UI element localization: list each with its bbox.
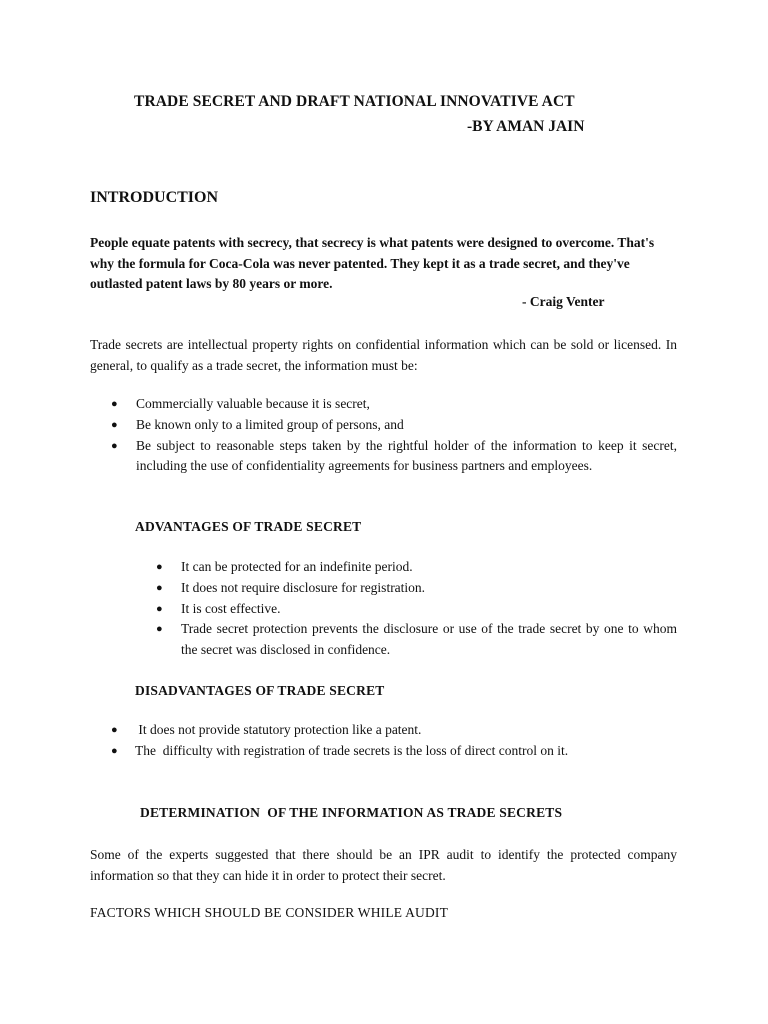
list-item: ● It can be protected for an indefinite period.: [135, 557, 677, 578]
bullet-icon: ●: [111, 439, 118, 452]
introduction-heading: INTRODUCTION: [90, 189, 219, 206]
disadvantages-heading: DISADVANTAGES OF TRADE SECRET: [135, 683, 385, 698]
bullet-icon: ●: [156, 602, 163, 615]
list-item: ● Be known only to a limited group of persons, and: [90, 415, 677, 436]
list-item: ● The difficulty with registration of trade secrets is the loss of direct control on it.: [90, 741, 677, 762]
quote-attribution: - Craig Venter: [522, 294, 605, 309]
bullet-icon: ●: [156, 561, 163, 573]
author-byline: -BY AMAN JAIN: [467, 118, 585, 135]
disadvantages-list: [90, 720, 677, 762]
advantages-heading: ADVANTAGES OF TRADE SECRET: [135, 519, 362, 534]
bullet-icon: ●: [111, 418, 118, 431]
bullet-icon: ●: [111, 744, 118, 757]
advantages-list: [135, 557, 677, 661]
list-item: ● It does not provide statutory protection like a patent.: [90, 720, 677, 741]
opening-quote: People equate patents with secrecy, that secrecy is what patents were designed to overcome. That's why the formula for Coca-Cola was never patented. They kept it as a trade secret, and they've outlasted patent laws by 80 years or more.: [90, 235, 655, 291]
bullet-icon: ●: [156, 623, 163, 636]
audit-paragraph: Some of the experts suggested that there should be an IPR audit to identify the protected company information so that they can hide it in order to protect their secret.: [90, 847, 677, 883]
list-item: ● It is cost effective.: [135, 599, 677, 620]
list-item: ● Commercially valuable because it is secret,: [90, 394, 677, 415]
determination-heading: DETERMINATION OF THE INFORMATION AS TRADE SECRETS: [140, 805, 563, 820]
bullet-icon: ●: [111, 724, 118, 736]
list-item: ● It does not require disclosure for registration.: [135, 578, 677, 599]
qualification-list: [90, 394, 677, 477]
list-item: ● Trade secret protection prevents the disclosure or use of the trade secret by one to whom the secret was disclosed in confidence.: [156, 621, 677, 658]
intro-paragraph: Trade secrets are intellectual property rights on confidential information which can be sold or licensed. In general, to qualify as a trade secret, the information must be:: [90, 337, 677, 373]
bullet-icon: ●: [111, 398, 118, 410]
factors-line: FACTORS WHICH SHOULD BE CONSIDER WHILE AUDIT: [90, 905, 449, 920]
document-title: TRADE SECRET AND DRAFT NATIONAL INNOVATIVE ACT: [134, 93, 575, 110]
list-item: ● Be subject to reasonable steps taken by the rightful holder of the information to keep it secret, including the use of confidentiality agreements for business partners and employees.: [111, 437, 677, 474]
bullet-icon: ●: [156, 581, 163, 594]
